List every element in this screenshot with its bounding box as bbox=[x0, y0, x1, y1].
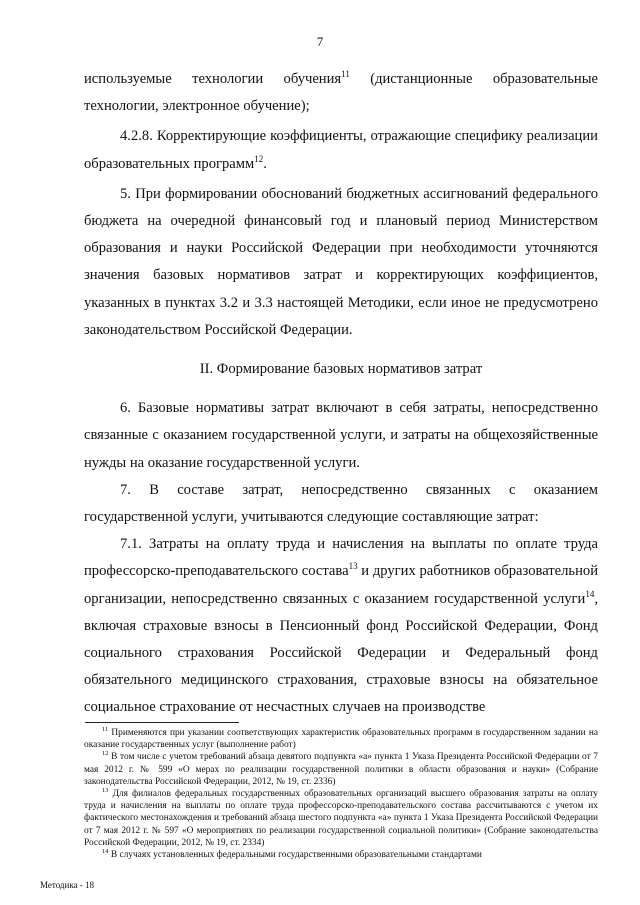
text-run: . bbox=[263, 155, 267, 172]
footnote-text: В случаях установленных федеральными государственными образовательными стандартами bbox=[108, 850, 482, 861]
section-heading: II. Формирование базовых нормативов затрат bbox=[199, 361, 483, 378]
text-run: (дистанционные образовательные технологии, электронное обучение); bbox=[84, 71, 598, 115]
footnote-text: В том числе с учетом требований абзаца девятого подпункта «а» пункта 1 Указа Президента Российской Федерации от 7 мая 2012 г. № 599 «О мерах по реализации государственной политики в области образования и науки» (Собрание законодательства Российской Федерации, 2012, № 19, ст. 2336) bbox=[84, 752, 598, 787]
text-run: 7.1. Затраты на оплату труда и начисления на выплаты по оплате труда профессорско-преподавательского состава bbox=[84, 536, 598, 580]
footnote-number: 13 bbox=[102, 786, 109, 794]
text-run: 4.2.8. Корректирующие коэффициенты, отражающие специфику реализации образовательных программ bbox=[84, 128, 598, 172]
footnote-number: 14 bbox=[102, 847, 109, 855]
footnotes bbox=[84, 727, 598, 861]
paragraph-7-1 bbox=[84, 531, 598, 721]
footnote-divider bbox=[85, 722, 239, 723]
footnote bbox=[84, 727, 598, 751]
page-number: 7 bbox=[316, 34, 324, 49]
footnote-text: Применяются при указании соответствующих характеристик образовательных программ в государственном задании на оказание государственных услуг (выполнение работ) bbox=[84, 728, 598, 751]
text-run: , включая страховые взносы в Пенсионный фонд Российской Федерации, Фонд социального страхования Российской Федерации и Федеральный фонд обязательного медицинского страхования, страховые взносы на обязательное социальное страхование от несчастных случаев на производстве bbox=[84, 590, 598, 716]
footnote-ref: 13 bbox=[348, 561, 358, 572]
footnote-text: Для филиалов федеральных государственных образовательных организаций высшего образования затраты на оплату труда и начисления на выплаты по оплате труда профессорско-преподавательского состава рассчитываются с учетом их фактического местонахождения и требований абзаца шестого подпункта «а» пункта 1 Указа Президента Российской Федерации от 7 мая 2012 г. № 597 «О мероприятиях по реализации государственной социальной политики» (Собрание законодательства Российской Федерации, 2012, № 19, ст. 2334) bbox=[84, 789, 598, 848]
paragraph-7: 7. В составе затрат, непосредственно связанных с оказанием государственной услуги, учитываются следующие составляющие затрат: bbox=[84, 481, 598, 526]
footnote-ref: 11 bbox=[341, 69, 350, 80]
text-run: и других работников образовательной организации, непосредственно связанных с оказанием государственной услуги bbox=[84, 563, 599, 607]
paragraph-6: 6. Базовые нормативы затрат включают в себя затраты, непосредственно связанные с оказанием государственной услуги, и затраты на общехозяйственные нужды на оказание государственной услуги. bbox=[84, 400, 598, 471]
footnote-ref: 14 bbox=[585, 588, 595, 599]
paragraph-continuation bbox=[84, 66, 598, 120]
footnote-number: 12 bbox=[102, 750, 109, 758]
footer-label: Методика - 18 bbox=[40, 880, 95, 890]
footnote bbox=[84, 849, 598, 861]
footnote-ref: 12 bbox=[254, 153, 264, 164]
body-text bbox=[84, 66, 598, 722]
text-run: используемые технологии обучения bbox=[84, 71, 342, 87]
paragraph-5: 5. При формировании обоснований бюджетных ассигнований федерального бюджета на очередной финансовый год и плановый период Министерством образования и науки Российской Федерации при необходимости уточняются значения базовых нормативов затрат и корректирующих коэффициентов, указанных в пунктах 3.2 и 3.3 настоящей Методики, если иное не предусмотрено законодательством Российской Федерации. bbox=[84, 185, 598, 338]
paragraph-4-2-8 bbox=[84, 123, 598, 177]
footnote bbox=[84, 751, 598, 788]
footnote-number: 11 bbox=[102, 725, 109, 733]
footnote bbox=[84, 788, 598, 849]
